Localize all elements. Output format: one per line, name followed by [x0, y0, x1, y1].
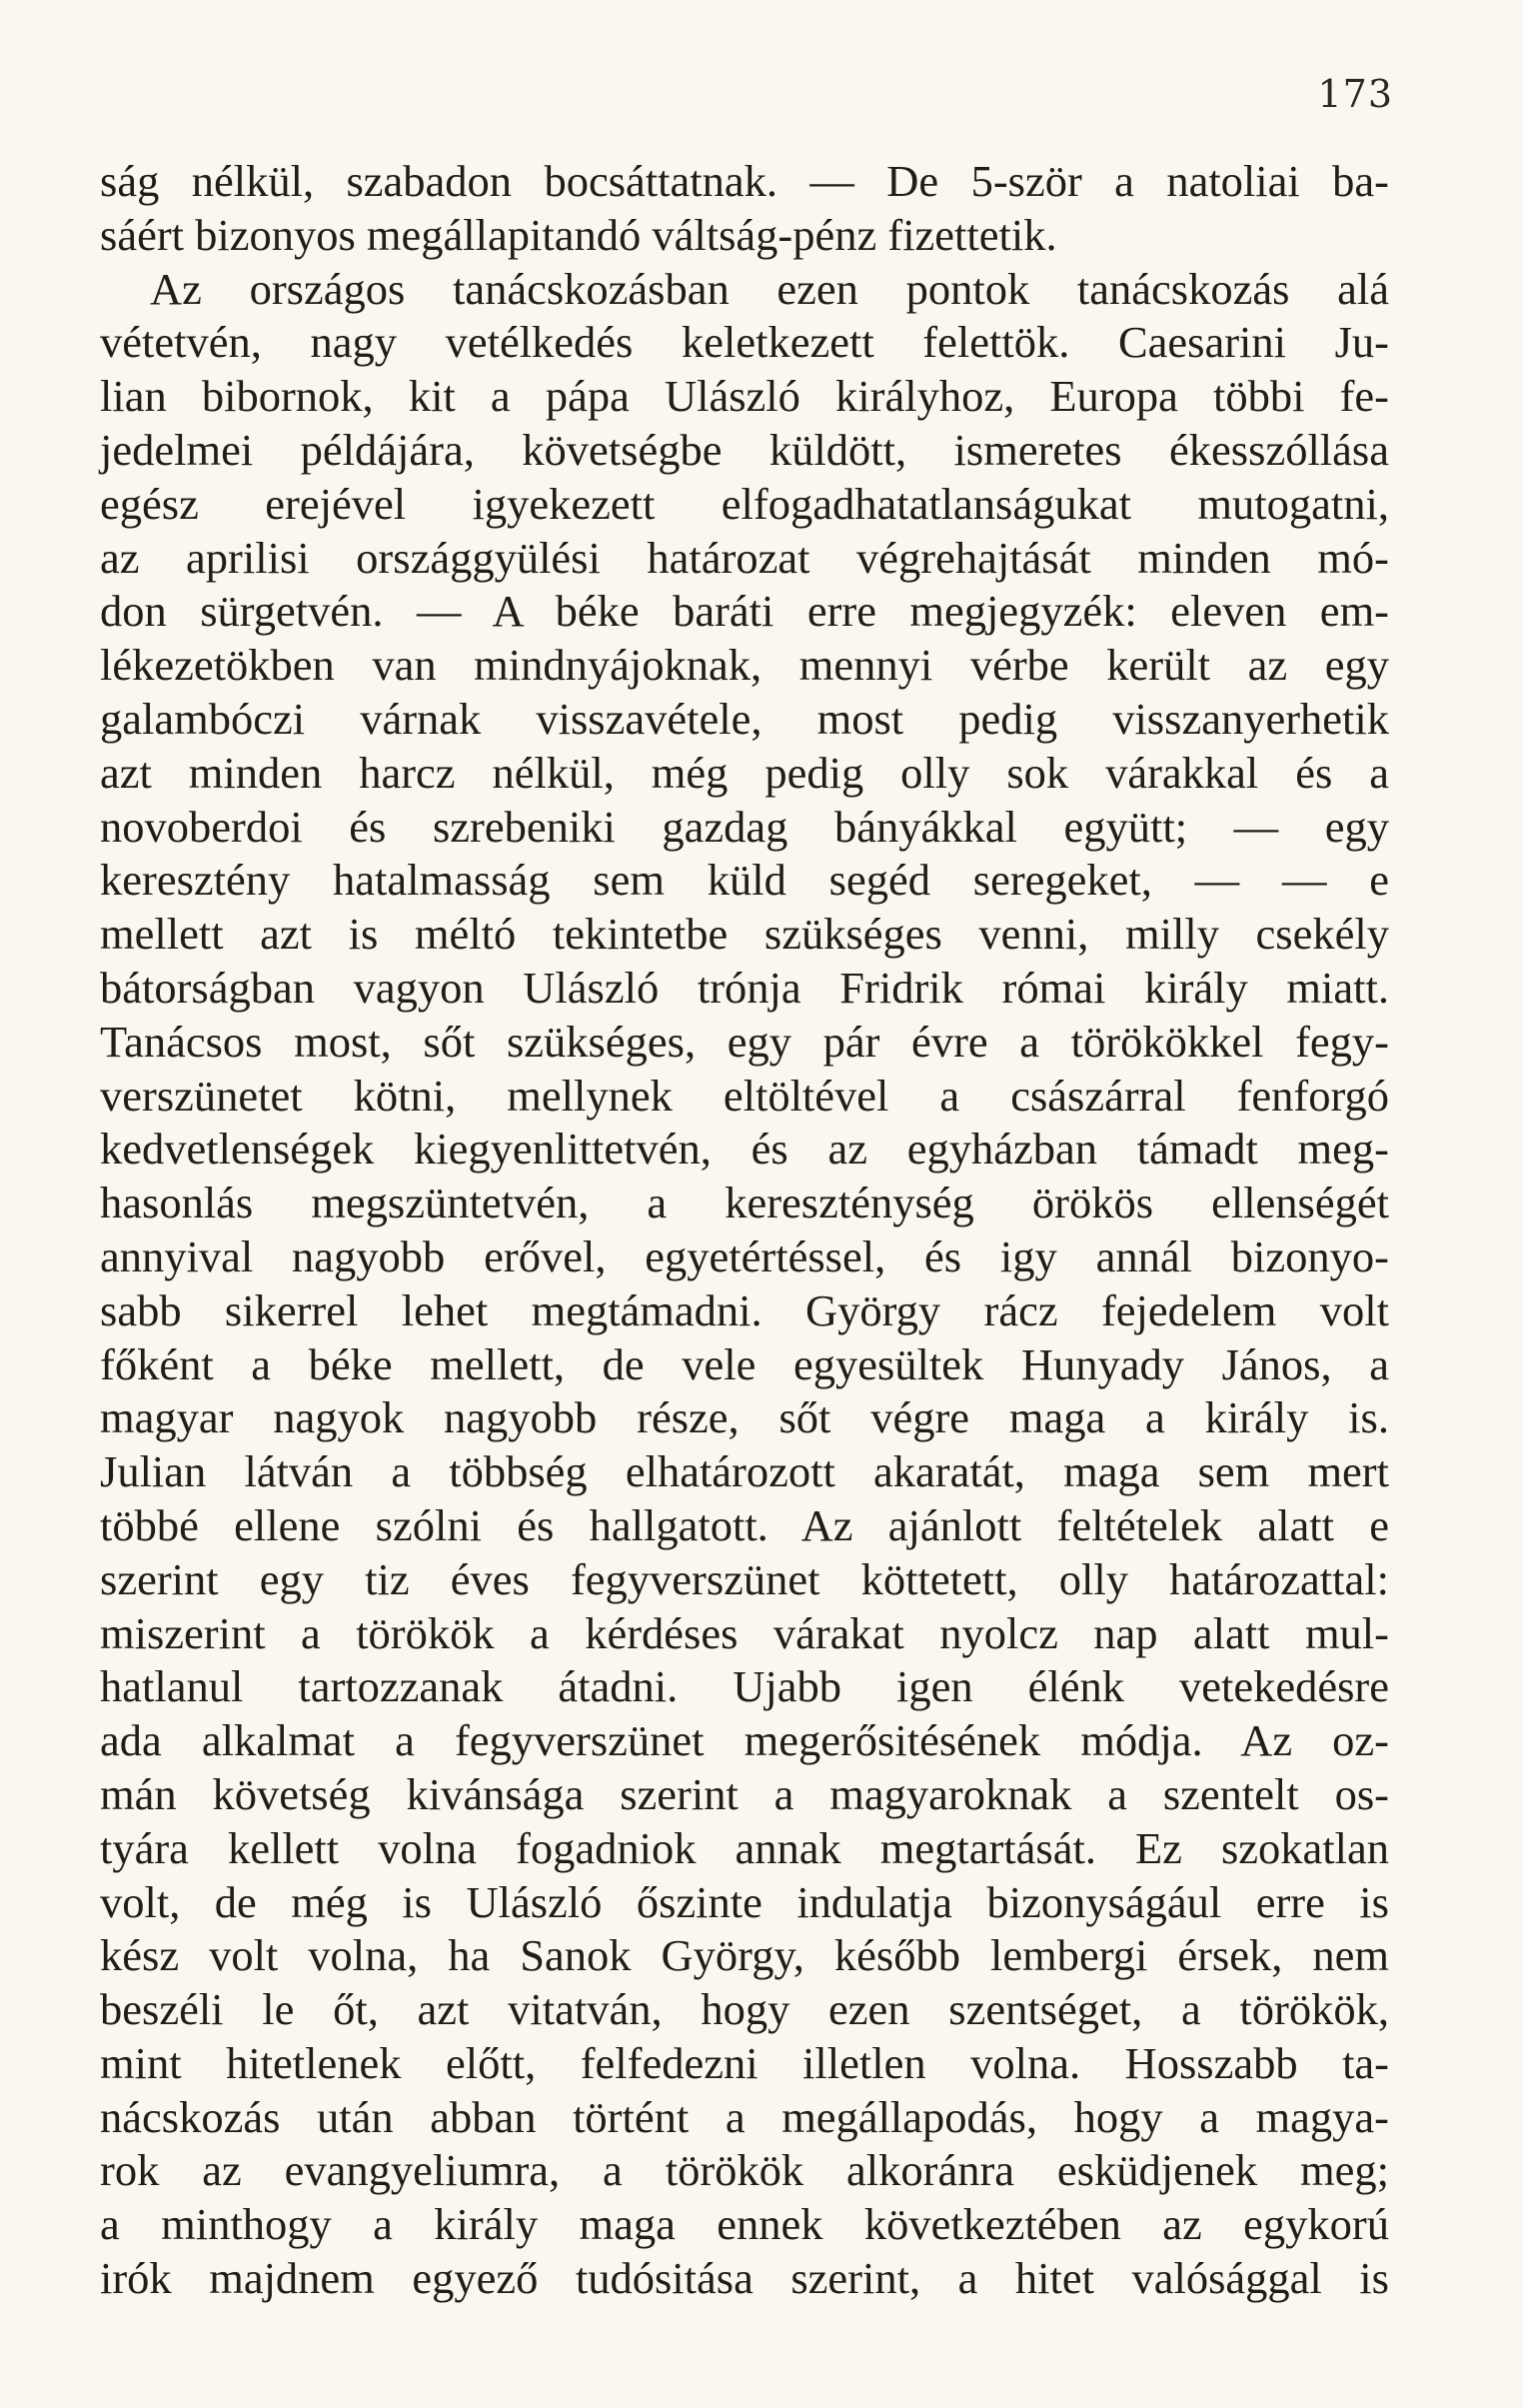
text-line: Az országos tanácskozásban ezen pontok tanácskozás alá: [150, 263, 1389, 314]
text-line: szerint egy tiz éves fegyverszünet köttetett, olly határozattal:: [100, 1553, 1389, 1604]
text-line: volt, de még is Ulászló őszinte indulatja bizonyságául erre is: [100, 1876, 1389, 1927]
text-line: beszéli le őt, azt vitatván, hogy ezen szentséget, a törökök,: [100, 1984, 1389, 2035]
text-line: annyival nagyobb erővel, egyetértéssel, és igy annál bizonyo-: [100, 1230, 1389, 1281]
text-line: magyar nagyok nagyobb része, sőt végre maga a király is.: [100, 1392, 1389, 1443]
text-line: verszünetet kötni, mellynek eltöltével a császárral fenforgó: [100, 1070, 1389, 1121]
text-line: egész erejével igyekezett elfogadhatatlanságukat mutogatni,: [100, 478, 1389, 529]
text-line: hasonlás megszüntetvén, a kereszténység örökös ellenségét: [100, 1178, 1389, 1228]
text-line: ság nélkül, szabadon bocsáttatnak. — De 5-ször a natoliai ba-: [100, 156, 1389, 206]
text-line: hatlanul tartozzanak átadni. Ujabb igen élénk vetekedésre: [100, 1661, 1389, 1712]
body-text: [100, 155, 1389, 2306]
text-line: galambóczi várnak visszavétele, most pedig visszanyerhetik: [100, 693, 1389, 744]
text-line: a minthogy a király maga ennek következtében az egykorú: [100, 2199, 1389, 2250]
text-line: sabb sikerrel lehet megtámadni. György rácz fejedelem volt: [100, 1284, 1389, 1335]
text-line: irók majdnem egyező tudósitása szerint, a hitet valósággal is: [100, 2253, 1389, 2304]
text-line: novoberdoi és szrebeniki gazdag bányákkal együtt; — egy: [100, 801, 1389, 852]
text-line: mellett azt is méltó tekintetbe szükséges venni, milly csekély: [100, 909, 1389, 960]
text-line: mint hitetlenek előtt, felfedezni illetlen volna. Hosszabb ta-: [100, 2037, 1389, 2088]
text-line: mán követség kivánsága szerint a magyaroknak a szentelt os-: [100, 1768, 1389, 1819]
text-line: vétetvén, nagy vetélkedés keletkezett felettök. Caesarini Ju-: [100, 317, 1389, 368]
text-line: miszerint a törökök a kérdéses várakat nyolcz nap alatt mul-: [100, 1607, 1389, 1658]
text-line: kész volt volna, ha Sanok György, később lembergi érsek, nem: [100, 1930, 1389, 1981]
text-line: az aprilisi országgyülési határozat végrehajtását minden mó-: [100, 532, 1389, 583]
page-number: 173: [1317, 72, 1393, 116]
text-line: azt minden harcz nélkül, még pedig olly sok várakkal és a: [100, 747, 1389, 798]
text-line: bátorságban vagyon Ulászló trónja Fridrik római király miatt.: [100, 962, 1389, 1013]
text-line: tyára kellett volna fogadniok annak megtartását. Ez szokatlan: [100, 1822, 1389, 1873]
text-line: sáért bizonyos megállapitandó váltság-pénz fizettetik.: [100, 209, 1057, 260]
text-line: Tanácsos most, sőt szükséges, egy pár évre a törökökkel fegy-: [100, 1016, 1389, 1067]
text-line: rok az evangyeliumra, a törökök alkoránra esküdjenek meg;: [100, 2145, 1389, 2196]
text-line: don sürgetvén. — A béke baráti erre megjegyzék: eleven em-: [100, 586, 1389, 637]
text-line: jedelmei példájára, követségbe küldött, ismeretes ékesszóllása: [100, 424, 1389, 475]
text-line: lékezetökben van mindnyájoknak, mennyi vérbe került az egy: [100, 640, 1389, 691]
text-line: Julian látván a többség elhatározott akaratát, maga sem mert: [100, 1446, 1389, 1497]
text-line: lian bibornok, kit a pápa Ulászló királyhoz, Europa többi fe-: [100, 371, 1389, 422]
text-line: kedvetlenségek kiegyenlittetvén, és az egyházban támadt meg-: [100, 1124, 1389, 1175]
text-line: többé ellene szólni és hallgatott. Az ajánlott feltételek alatt e: [100, 1499, 1389, 1550]
text-line: nácskozás után abban történt a megállapodás, hogy a magya-: [100, 2091, 1389, 2142]
text-line: keresztény hatalmasság sem küld segéd seregeket, — — e: [100, 855, 1389, 906]
text-line: ada alkalmat a fegyverszünet megerősitésének módja. Az oz-: [100, 1715, 1389, 1766]
text-line: főként a béke mellett, de vele egyesültek Hunyady János, a: [100, 1338, 1389, 1389]
